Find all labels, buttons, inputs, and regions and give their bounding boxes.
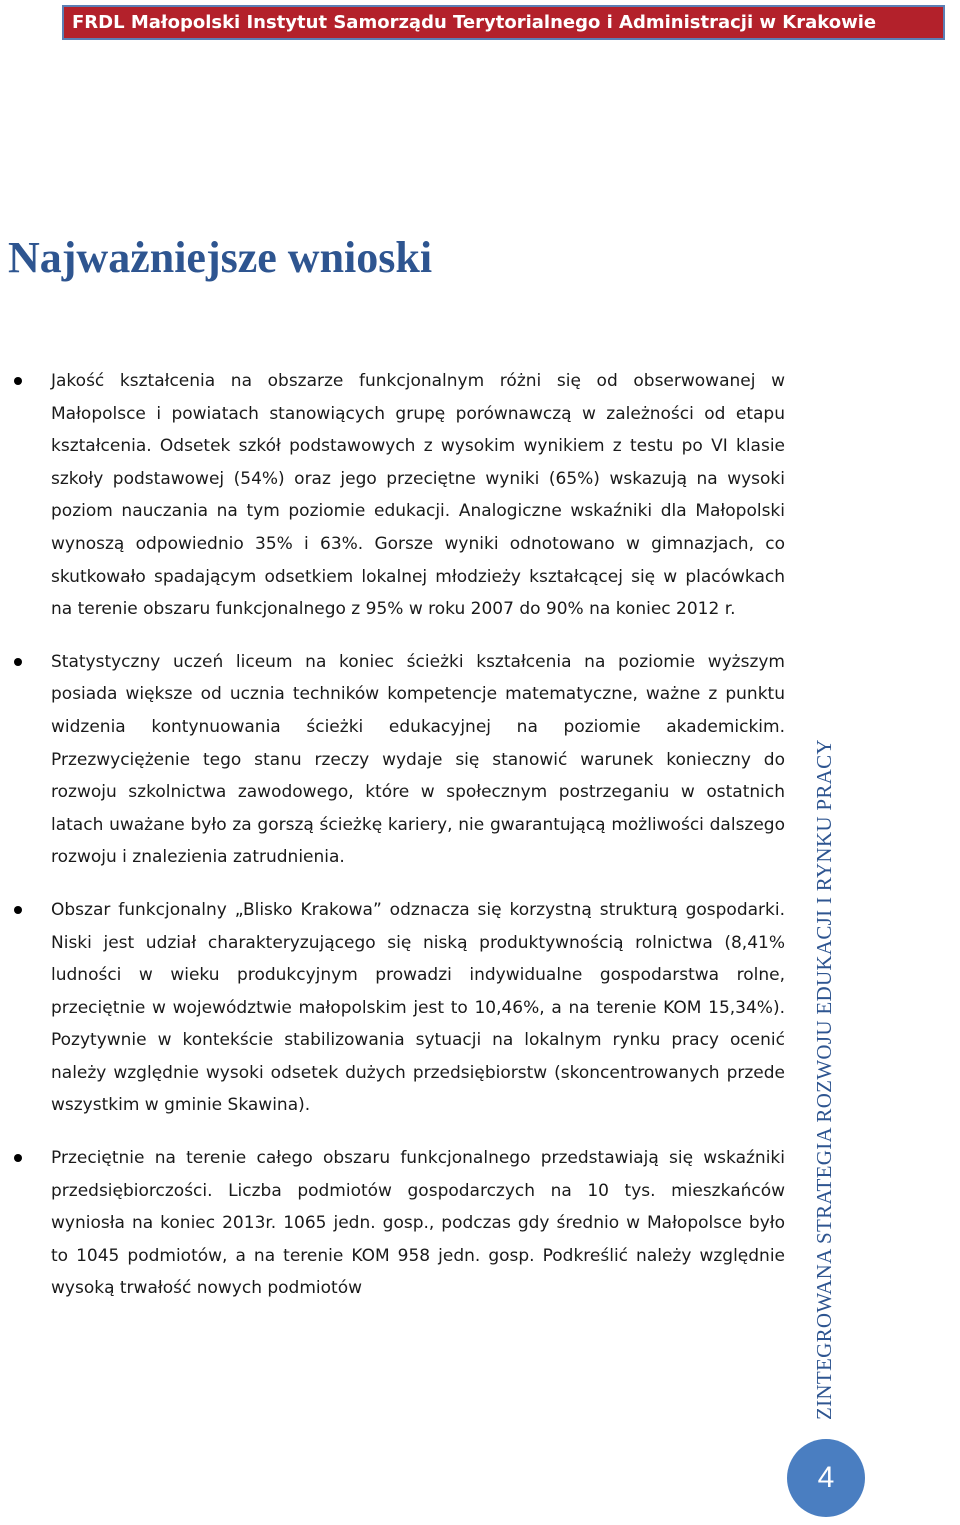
- bullet-item: [0, 365, 800, 626]
- page-number: 4: [817, 1461, 835, 1494]
- bullet-dot-icon: [14, 658, 22, 666]
- page-title: Najważniejsze wnioski: [8, 233, 433, 282]
- bullet-dot-icon: [14, 1154, 22, 1162]
- bullet-item: [0, 894, 800, 1122]
- bullet-list: [0, 365, 800, 1325]
- page-number-badge: [787, 1439, 865, 1517]
- bullet-dot-icon: [14, 377, 22, 385]
- header-bar: [62, 5, 945, 40]
- bullet-text: Obszar funkcjonalny „Blisko Krakowa” odznacza się korzystną strukturą gospodarki. Niski jest udział charakteryzującego się niską produktywnością rolnictwa (8,41% ludności w wieku produkcyjnym prowadzi indywidualne gospodarstwa rolne, przeciętnie w województwie małopolskim jest to 10,46%, a na terenie KOM 15,34%). Pozytywnie w kontekście stabilizowania sytuacji na lokalnym rynku pracy ocenić należy względnie wysoki odsetek dużych przedsiębiorstw (skoncentrowanych przede wszystkim w gminie Skawina).: [51, 899, 785, 1116]
- bullet-text: Przeciętnie na terenie całego obszaru funkcjonalnego przedstawiają się wskaźniki przedsiębiorczości. Liczba podmiotów gospodarczych na 10 tys. mieszkańców wyniosła na koniec 2013r. 1065 jedn. gosp., podczas gdy średnio w Małopolsce było to 1045 podmiotów, a na terenie KOM 958 jedn. gosp. Podkreślić należy względnie wysoką trwałość nowych podmiotów: [51, 1148, 785, 1299]
- side-banner: ZINTEGROWANA STRATEGIA ROZWOJU EDUKACJI I RYNKU PRACY: [812, 739, 836, 1420]
- bullet-text: Jakość kształcenia na obszarze funkcjonalnym różni się od obserwowanej w Małopolsce i powiatach stanowiących grupę porównawczą w zależności od etapu kształcenia. Odsetek szkół podstawowych z wysokim wynikiem z testu po VI klasie szkoły podstawowej (54%) oraz jego przeciętne wyniki (65%) wskazują na wysoki poziom nauczania na tym poziomie edukacji. Analogiczne wskaźniki dla Małopolski wynoszą odpowiednio 35% i 63%. Gorsze wyniki odnotowano w gimnazjach, co skutkowało spadającym odsetkiem lokalnej młodzieży kształcącej się w placówkach na terenie obszaru funkcjonalnego z 95% w roku 2007 do 90% na koniec 2012 r.: [51, 371, 785, 620]
- bullet-dot-icon: [14, 906, 22, 914]
- bullet-text: Statystyczny uczeń liceum na koniec ścieżki kształcenia na poziomie wyższym posiada większe od ucznia techników kompetencje matematyczne, ważne z punktu widzenia kontynuowania ścieżki edukacyjnej na poziomie akademickim. Przezwyciężenie tego stanu rzeczy wydaje się stanowić warunek konieczny do rozwoju szkolnictwa zawodowego, które w społecznym postrzeganiu w ostatnich latach uważane było za gorszą ścieżkę kariery, nie gwarantującą możliwości dalszego rozwoju i znalezienia zatrudnienia.: [51, 651, 785, 868]
- bullet-item: [0, 1142, 800, 1305]
- bullet-item: [0, 646, 800, 874]
- header-text: FRDL Małopolski Instytut Samorządu Terytorialnego i Administracji w Krakowie: [72, 12, 877, 33]
